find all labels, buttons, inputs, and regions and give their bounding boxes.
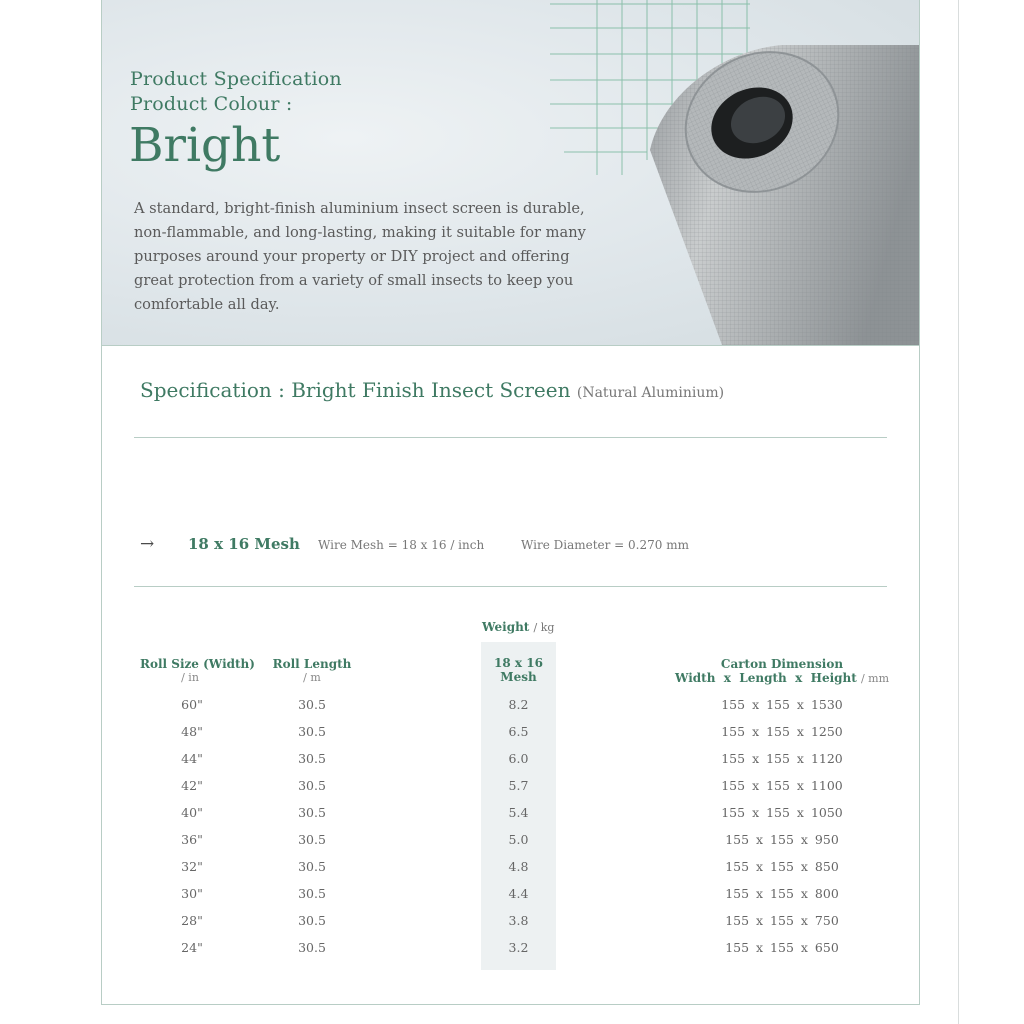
table-row (102, 859, 919, 886)
column-header-weight (481, 656, 556, 684)
weight-mesh-label-2: Mesh (500, 670, 537, 684)
page-edge-rule (958, 0, 959, 1024)
weight-mesh-label: 18 x 16 (494, 656, 543, 670)
roll-size-cell: 42" (181, 778, 203, 793)
carton-cell: 155 x 155 x 800 (725, 886, 839, 901)
roll-length-cell: 30.5 (298, 913, 326, 928)
carton-cell: 155 x 155 x 850 (725, 859, 839, 874)
table-row (102, 913, 919, 940)
table-row (102, 886, 919, 913)
weight-cell: 5.0 (508, 832, 529, 847)
roll-size-cell: 44" (181, 751, 203, 766)
product-description: A standard, bright-finish aluminium insect screen is durable, non-flammable, and long-lasting, making it suitable for many purposes around your property or DIY project and offering great protection from a variety of small insects to keep you comfortable all day. (134, 200, 586, 313)
table-row (102, 805, 919, 832)
carton-cell: 155 x 155 x 650 (725, 940, 839, 955)
weight-cell: 6.0 (508, 751, 529, 766)
roll-size-cell: 48" (181, 724, 203, 739)
carton-cell: 155 x 155 x 1120 (721, 751, 843, 766)
roll-size-cell: 40" (181, 805, 203, 820)
weight-cell: 8.2 (508, 697, 529, 712)
roll-length-cell: 30.5 (298, 940, 326, 955)
spec-table-body (102, 697, 919, 967)
roll-size-unit: / in (181, 671, 199, 684)
table-row (102, 832, 919, 859)
roll-length-cell: 30.5 (298, 778, 326, 793)
weight-cell: 3.8 (508, 913, 529, 928)
weight-cell: 6.5 (508, 724, 529, 739)
roll-size-cell: 28" (181, 913, 203, 928)
roll-length-cell: 30.5 (298, 697, 326, 712)
product-spec-label: Product Specification (130, 68, 342, 90)
roll-length-cell: 30.5 (298, 859, 326, 874)
divider (134, 437, 887, 438)
spec-subtitle: (Natural Aluminium) (576, 385, 725, 401)
roll-length-cell: 30.5 (298, 751, 326, 766)
carton-cell: 155 x 155 x 1250 (721, 724, 843, 739)
spec-title: Specification : Bright Finish Insect Screen (140, 378, 571, 402)
roll-size-cell: 32" (181, 859, 203, 874)
wire-diameter-value: Wire Diameter = 0.270 mm (521, 538, 689, 552)
divider (134, 586, 887, 587)
roll-size-cell: 36" (181, 832, 203, 847)
carton-label: Carton Dimension (720, 657, 844, 671)
roll-length-cell: 30.5 (298, 805, 326, 820)
roll-length-cell: 30.5 (298, 886, 326, 901)
table-row (102, 751, 919, 778)
weight-cell: 5.7 (508, 778, 529, 793)
roll-size-cell: 60" (181, 697, 203, 712)
table-row (102, 778, 919, 805)
column-header-roll-size (140, 657, 255, 685)
arrow-right-icon: → (140, 534, 155, 554)
weight-header (482, 620, 554, 634)
product-colour-title: Bright (129, 118, 281, 173)
roll-size-cell: 30" (181, 886, 203, 901)
weight-cell: 3.2 (508, 940, 529, 955)
hero-banner (102, 0, 919, 346)
table-row (102, 940, 919, 967)
carton-cell: 155 x 155 x 1050 (721, 805, 843, 820)
product-colour-label: Product Colour : (130, 93, 293, 115)
carton-cell: 155 x 155 x 1530 (721, 697, 843, 712)
weight-header-unit: / kg (533, 621, 555, 634)
spec-sheet (101, 0, 920, 1005)
carton-dims-label: Width x Length x Height (674, 671, 857, 685)
mesh-name: 18 x 16 Mesh (188, 535, 300, 553)
roll-length-unit: / m (303, 671, 321, 684)
table-row (102, 724, 919, 751)
wire-mesh-value: Wire Mesh = 18 x 16 / inch (318, 538, 485, 552)
carton-cell: 155 x 155 x 750 (725, 913, 839, 928)
roll-length-cell: 30.5 (298, 832, 326, 847)
roll-size-label: Roll Size (Width) (140, 657, 255, 671)
roll-length-label: Roll Length (272, 657, 352, 671)
column-header-carton (672, 657, 892, 686)
table-row (102, 697, 919, 724)
carton-cell: 155 x 155 x 1100 (721, 778, 843, 793)
weight-cell: 5.4 (508, 805, 529, 820)
roll-length-cell: 30.5 (298, 724, 326, 739)
column-header-roll-length (272, 657, 352, 685)
weight-cell: 4.4 (508, 886, 529, 901)
roll-size-cell: 24" (181, 940, 203, 955)
carton-unit: / mm (860, 672, 890, 685)
weight-header-label: Weight (482, 620, 530, 634)
weight-cell: 4.8 (508, 859, 529, 874)
spec-heading (140, 378, 724, 402)
carton-cell: 155 x 155 x 950 (725, 832, 839, 847)
